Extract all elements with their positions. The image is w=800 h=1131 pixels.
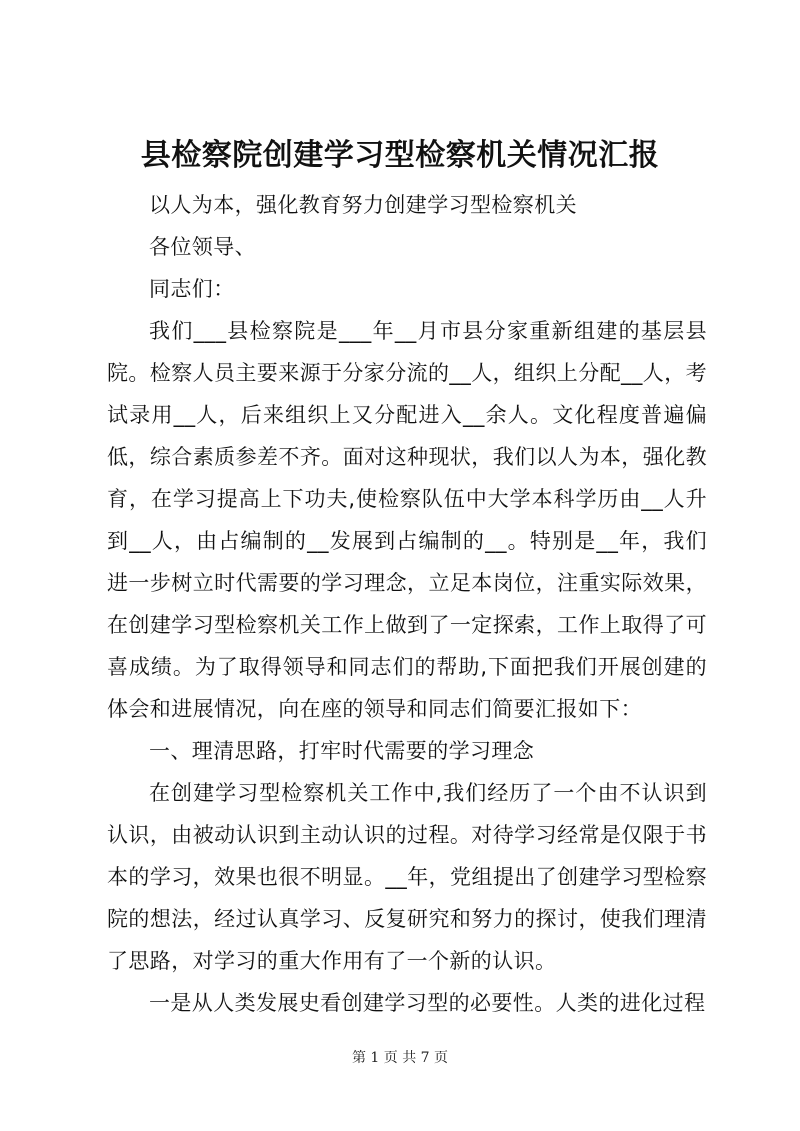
document-title: 县检察院创建学习型检察机关情况汇报 xyxy=(140,138,660,173)
paragraph-salutation-leaders: 各位领导、 xyxy=(149,235,256,259)
paragraph-intro: 我们___县检察院是___年__月市县分家重新组建的基层县院。检察人员主要来源于分家分流的__人，组织上分配__人，考试录用__人，后来组织上又分配进入__余人。文化程度普遍偏低，综合素质参差不齐。面对这种现状，我们以人为本，强化教育，在学习提高上下功夫,使检察队伍中大学本科学历由__人升到__人，由占编制的__发展到占编制的__。特别是__年，我们进一步树立时代需要的学习理念，立足本岗位，注重实际效果，在创建学习型检察机关工作上做到了一定探索，工作上取得了可喜成绩。为了取得领导和同志们的帮助,下面把我们开展创建的体会和进展情况，向在座的领导和同志们简要汇报如下： xyxy=(107,319,707,721)
document-body xyxy=(107,184,707,1024)
section-heading-1: 一、理清思路，打牢时代需要的学习理念 xyxy=(149,739,535,763)
paragraph-subtitle: 以人为本，强化教育努力创建学习型检察机关 xyxy=(149,193,577,217)
paragraph-point-1: 一是从人类发展史看创建学习型的必要性。人类的进化过程 xyxy=(149,991,706,1015)
paragraph-section-1: 在创建学习型检察机关工作中,我们经历了一个由不认识到认识，由被动认识到主动认识的过程。对待学习经常是仅限于书本的学习，效果也很不明显。__年，党组提出了创建学习型检察院的想法，经过认真学习、反复研究和努力的探讨，使我们理清了思路，对学习的重大作用有了一个新的认识。 xyxy=(107,781,707,973)
page-number: 第 1 页 共 7 页 xyxy=(351,1050,449,1066)
paragraph-salutation-comrades: 同志们： xyxy=(149,277,235,301)
